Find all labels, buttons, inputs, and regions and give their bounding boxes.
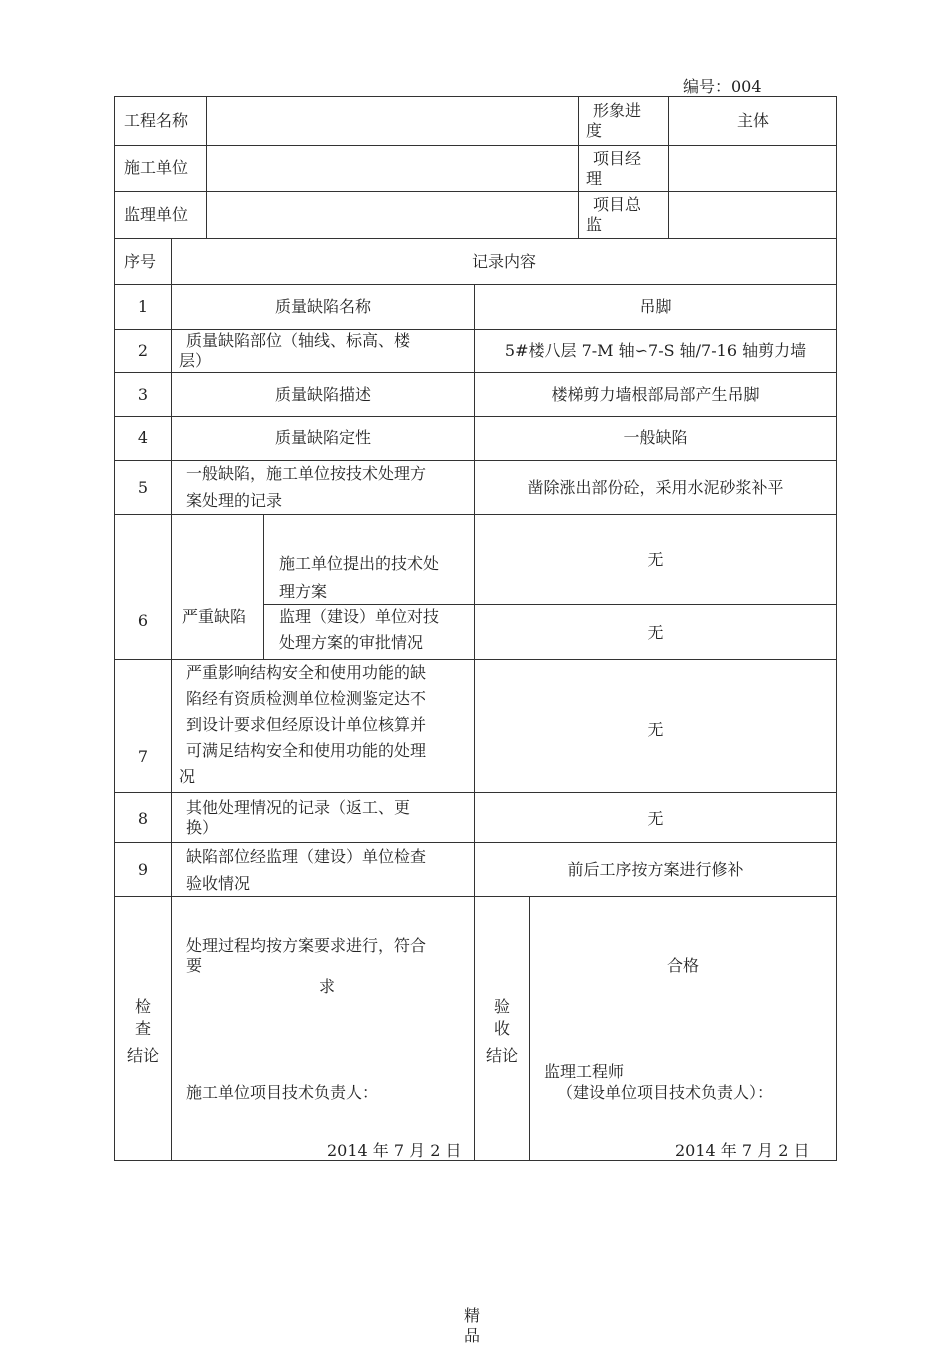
column-divider (578, 96, 579, 238)
row-value: 5#楼八层 7-M 轴∽7-S 轴/7-16 轴剪力墙 (504, 341, 807, 360)
row-divider (114, 659, 837, 660)
row-value: 无 (647, 809, 664, 828)
row-number: 7 (137, 747, 149, 766)
row-label-line: 可满足结构安全和使用功能的处理 (186, 741, 427, 760)
row-label: 质量缺陷描述 (274, 385, 371, 404)
project-name-label: 工程名称 (124, 111, 189, 130)
row-divider (114, 416, 837, 417)
contractor-plan-label-cont: 理方案 (279, 582, 328, 601)
row-number: 9 (137, 860, 149, 879)
contractor-plan-label: 施工单位提出的技术处 (279, 554, 440, 573)
chief-supervisor-label-cont: 监 (586, 215, 603, 234)
row-value: 吊脚 (639, 297, 672, 316)
acceptance-result: 合格 (666, 956, 699, 975)
row-label-cont: 换） (186, 818, 219, 837)
row-value: 楼梯剪力墙根部局部产生吊脚 (551, 385, 760, 404)
row-divider (263, 604, 837, 605)
check-conclusion-label: 检 (134, 997, 151, 1016)
row-divider (114, 792, 837, 793)
document-number: 编号：004 (683, 77, 762, 96)
progress-value: 主体 (736, 111, 769, 130)
project-manager-label-cont: 理 (586, 169, 603, 188)
row-divider (114, 896, 837, 897)
check-conclusion-label-cont: 结论 (126, 1046, 159, 1065)
seq-column-header: 序号 (124, 252, 157, 271)
column-divider (171, 238, 172, 1160)
row-value: 无 (647, 720, 664, 739)
table-border-top (114, 96, 837, 97)
acceptance-signer-label: 监理工程师 (544, 1062, 625, 1081)
project-manager-label: 项目经 (593, 149, 642, 168)
row-divider (114, 842, 837, 843)
row-number: 8 (137, 809, 149, 828)
check-date: 2014 年 7 月 2 日 (327, 1141, 462, 1160)
row-value: 凿除涨出部份砼，采用水泥砂浆补平 (527, 478, 784, 497)
row-divider (114, 145, 837, 146)
row-value: 一般缺陷 (623, 428, 688, 447)
column-divider (263, 514, 264, 659)
approval-value: 无 (647, 623, 664, 642)
footer-mark-cont: 品 (464, 1326, 481, 1345)
contractor-plan-value: 无 (647, 550, 664, 569)
acceptance-conclusion-label-cont: 收 (493, 1019, 510, 1038)
row-divider (114, 372, 837, 373)
severe-defect-label: 严重缺陷 (182, 607, 247, 626)
acceptance-signer-label-cont: （建设单位项目技术负责人）： (557, 1083, 774, 1102)
check-conclusion-text-cont: 要 (186, 956, 203, 975)
row-label-line: 严重影响结构安全和使用功能的缺 (186, 663, 427, 682)
row-label-cont: 验收情况 (186, 874, 251, 893)
progress-label-cont: 度 (586, 121, 603, 140)
row-label: 缺陷部位经监理（建设）单位检查 (186, 847, 427, 866)
row-number: 4 (137, 428, 149, 447)
check-signer-label: 施工单位项目技术负责人： (186, 1083, 379, 1102)
acceptance-conclusion-label: 验 (493, 997, 510, 1016)
contractor-label: 施工单位 (124, 158, 189, 177)
row-number: 6 (137, 611, 149, 630)
row-number: 2 (137, 341, 149, 360)
row-divider (114, 514, 837, 515)
row-label: 其他处理情况的记录（返工、更 (186, 798, 411, 817)
row-label: 质量缺陷名称 (274, 297, 371, 316)
footer-mark: 精 (464, 1306, 481, 1325)
row-number: 3 (137, 385, 149, 404)
supervisor-label: 监理单位 (124, 205, 189, 224)
row-value: 前后工序按方案进行修补 (567, 860, 744, 879)
approval-label: 监理（建设）单位对技 (279, 607, 440, 626)
row-divider (114, 191, 837, 192)
table-border-right (836, 96, 837, 1161)
acceptance-conclusion-label-cont: 结论 (485, 1046, 518, 1065)
row-label-cont: 案处理的记录 (186, 491, 283, 510)
row-label: 一般缺陷，施工单位按技术处理方 (186, 464, 427, 483)
row-label-line: 到设计要求但经原设计单位核算并 (186, 715, 427, 734)
row-label-cont: 层） (179, 351, 212, 370)
acceptance-date: 2014 年 7 月 2 日 (675, 1141, 810, 1160)
row-label-line: 陷经有资质检测单位检测鉴定达不 (186, 689, 427, 708)
column-divider (206, 96, 207, 238)
check-conclusion-text: 处理过程均按方案要求进行，符合 (186, 936, 427, 955)
approval-label-cont: 处理方案的审批情况 (279, 633, 424, 652)
check-conclusion-text-cont: 求 (319, 977, 336, 996)
chief-supervisor-label: 项目总 (593, 195, 642, 214)
row-label: 质量缺陷定性 (274, 428, 371, 447)
row-label-line: 况 (179, 767, 196, 786)
row-divider (114, 238, 837, 239)
column-divider (529, 896, 530, 1160)
check-conclusion-label-cont: 查 (134, 1019, 151, 1038)
row-number: 1 (137, 297, 149, 316)
content-column-header: 记录内容 (471, 252, 536, 271)
row-label: 质量缺陷部位（轴线、标高、楼 (186, 331, 411, 350)
row-divider (114, 284, 837, 285)
row-divider (114, 460, 837, 461)
row-number: 5 (137, 478, 149, 497)
progress-label: 形象进 (593, 101, 642, 120)
